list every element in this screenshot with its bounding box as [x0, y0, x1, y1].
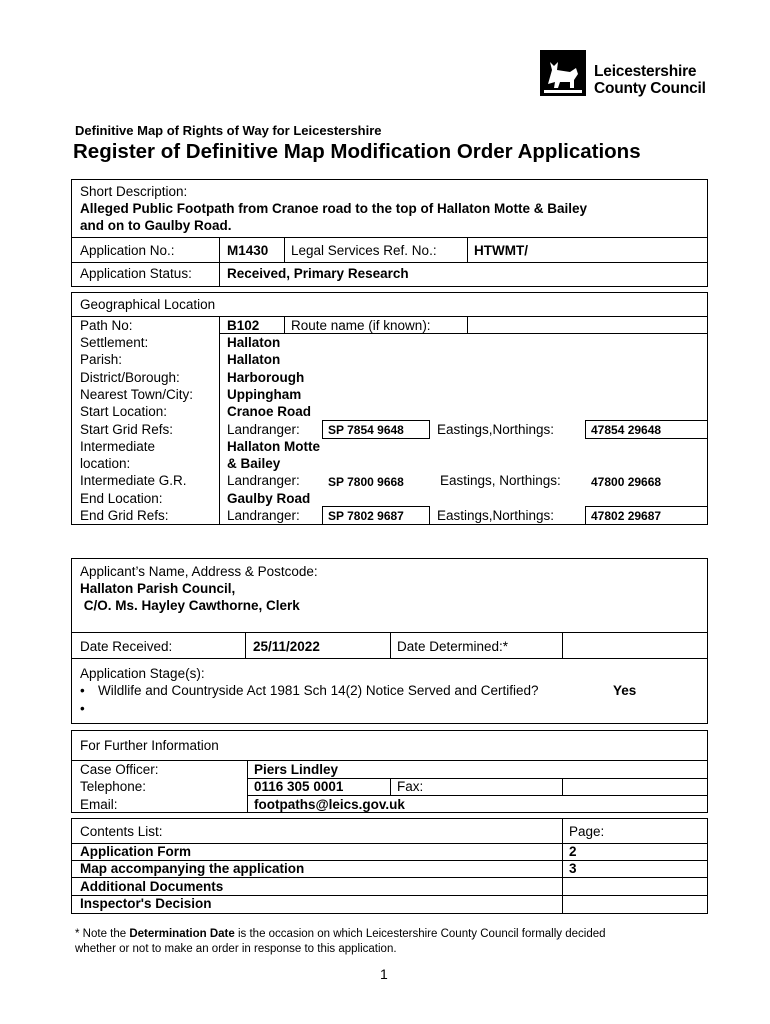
- fax-label: Fax:: [397, 779, 424, 794]
- start-location: Cranoe Road: [227, 404, 312, 419]
- stage-bullet-2: •: [80, 701, 85, 716]
- legal-ref: HTWMT/: [474, 243, 528, 258]
- further-info-heading: For Further Information: [80, 738, 219, 753]
- short-description-line2: and on to Gaulby Road.: [80, 218, 232, 233]
- end-grid-refs-label: End Grid Refs:: [80, 508, 169, 523]
- fox-logo-icon: [540, 50, 590, 98]
- application-no-label: Application No.:: [80, 243, 175, 258]
- intermediate-gr-label: Intermediate G.R.: [80, 473, 187, 488]
- intermediate-landranger-value: SP 7800 9668: [328, 475, 404, 489]
- telephone: 0116 305 0001: [254, 779, 344, 794]
- page-column-label: Page:: [569, 824, 605, 839]
- determination-date-note: * Note the Determination Date is the occasion on which Leicestershire County Council formally decided whether or not to make an order in response to this application.: [75, 928, 606, 955]
- applicant-line1: Hallaton Parish Council,: [80, 581, 236, 596]
- path-no-label: Path No:: [80, 318, 133, 333]
- settlement-label: Settlement:: [80, 335, 149, 350]
- intermediate-eastings-label: Eastings, Northings:: [440, 473, 561, 488]
- nearest-town-label: Nearest Town/City:: [80, 387, 194, 402]
- logo-text: Leicestershire County Council: [594, 63, 706, 97]
- start-eastings-label: Eastings,Northings:: [437, 422, 555, 437]
- document-subtitle: Definitive Map of Rights of Way for Leicestershire: [75, 123, 382, 138]
- contents-item-name: Map accompanying the application: [80, 861, 305, 876]
- stage-bullet-1: •: [80, 683, 85, 698]
- short-description-line1: Alleged Public Footpath from Cranoe road to the top of Hallaton Motte & Bailey: [80, 201, 588, 216]
- date-received-label: Date Received:: [80, 639, 173, 654]
- start-grid-refs-label: Start Grid Refs:: [80, 422, 174, 437]
- end-landranger-value: SP 7802 9687: [328, 509, 404, 523]
- route-name-label: Route name (if known):: [291, 318, 431, 333]
- applicant-label: Applicant’s Name, Address & Postcode:: [80, 564, 318, 579]
- geo-heading: Geographical Location: [80, 297, 216, 312]
- application-stages-label: Application Stage(s):: [80, 666, 205, 681]
- intermediate-landranger-label: Landranger:: [227, 473, 300, 488]
- contents-list-label: Contents List:: [80, 824, 163, 839]
- email-label: Email:: [80, 797, 118, 812]
- application-status-label: Application Status:: [80, 266, 192, 281]
- settlement: Hallaton: [227, 335, 281, 350]
- date-received: 25/11/2022: [253, 639, 320, 654]
- path-no: B102: [227, 318, 260, 333]
- application-status: Received, Primary Research: [227, 266, 409, 281]
- contents-item-page: 3: [569, 861, 577, 876]
- county-council-logo: [540, 50, 715, 100]
- contents-item-name: Additional Documents: [80, 879, 224, 894]
- case-officer-label: Case Officer:: [80, 762, 159, 777]
- email: footpaths@leics.gov.uk: [254, 797, 405, 812]
- nearest-town: Uppingham: [227, 387, 302, 402]
- parish-label: Parish:: [80, 352, 123, 367]
- end-landranger-label: Landranger:: [227, 508, 300, 523]
- contents-item-page: 2: [569, 844, 577, 859]
- application-no: M1430: [227, 243, 269, 258]
- end-eastings-label: Eastings,Northings:: [437, 508, 555, 523]
- end-location-label: End Location:: [80, 491, 163, 506]
- start-landranger-value: SP 7854 9648: [328, 423, 404, 437]
- case-officer: Piers Lindley: [254, 762, 339, 777]
- stage-1-answer: Yes: [613, 683, 637, 698]
- contents-item-name: Application Form: [80, 844, 191, 859]
- intermediate-eastings-value: 47800 29668: [591, 475, 662, 489]
- district-label: District/Borough:: [80, 370, 180, 385]
- date-determined-label: Date Determined:*: [397, 639, 509, 654]
- intermediate-label-2: location:: [80, 456, 131, 471]
- stage-1-text: Wildlife and Countryside Act 1981 Sch 14(2) Notice Served and Certified?: [98, 683, 539, 698]
- intermediate-location-2: & Bailey: [227, 456, 281, 471]
- intermediate-location-1: Hallaton Motte: [227, 439, 320, 454]
- start-location-label: Start Location:: [80, 404, 168, 419]
- legal-ref-label: Legal Services Ref. No.:: [291, 243, 437, 258]
- short-description-label: Short Description:: [80, 184, 188, 199]
- page-number: 1: [380, 966, 388, 982]
- start-landranger-label: Landranger:: [227, 422, 300, 437]
- parish: Hallaton: [227, 352, 281, 367]
- end-eastings-value: 47802 29687: [591, 509, 662, 523]
- district: Harborough: [227, 370, 305, 385]
- end-location: Gaulby Road: [227, 491, 311, 506]
- start-eastings-value: 47854 29648: [591, 423, 662, 437]
- intermediate-label-1: Intermediate: [80, 439, 156, 454]
- applicant-line2: C/O. Ms. Hayley Cawthorne, Clerk: [80, 598, 300, 613]
- contents-item-name: Inspector's Decision: [80, 896, 212, 911]
- telephone-label: Telephone:: [80, 779, 147, 794]
- document-title: Register of Definitive Map Modification Order Applications: [73, 140, 641, 163]
